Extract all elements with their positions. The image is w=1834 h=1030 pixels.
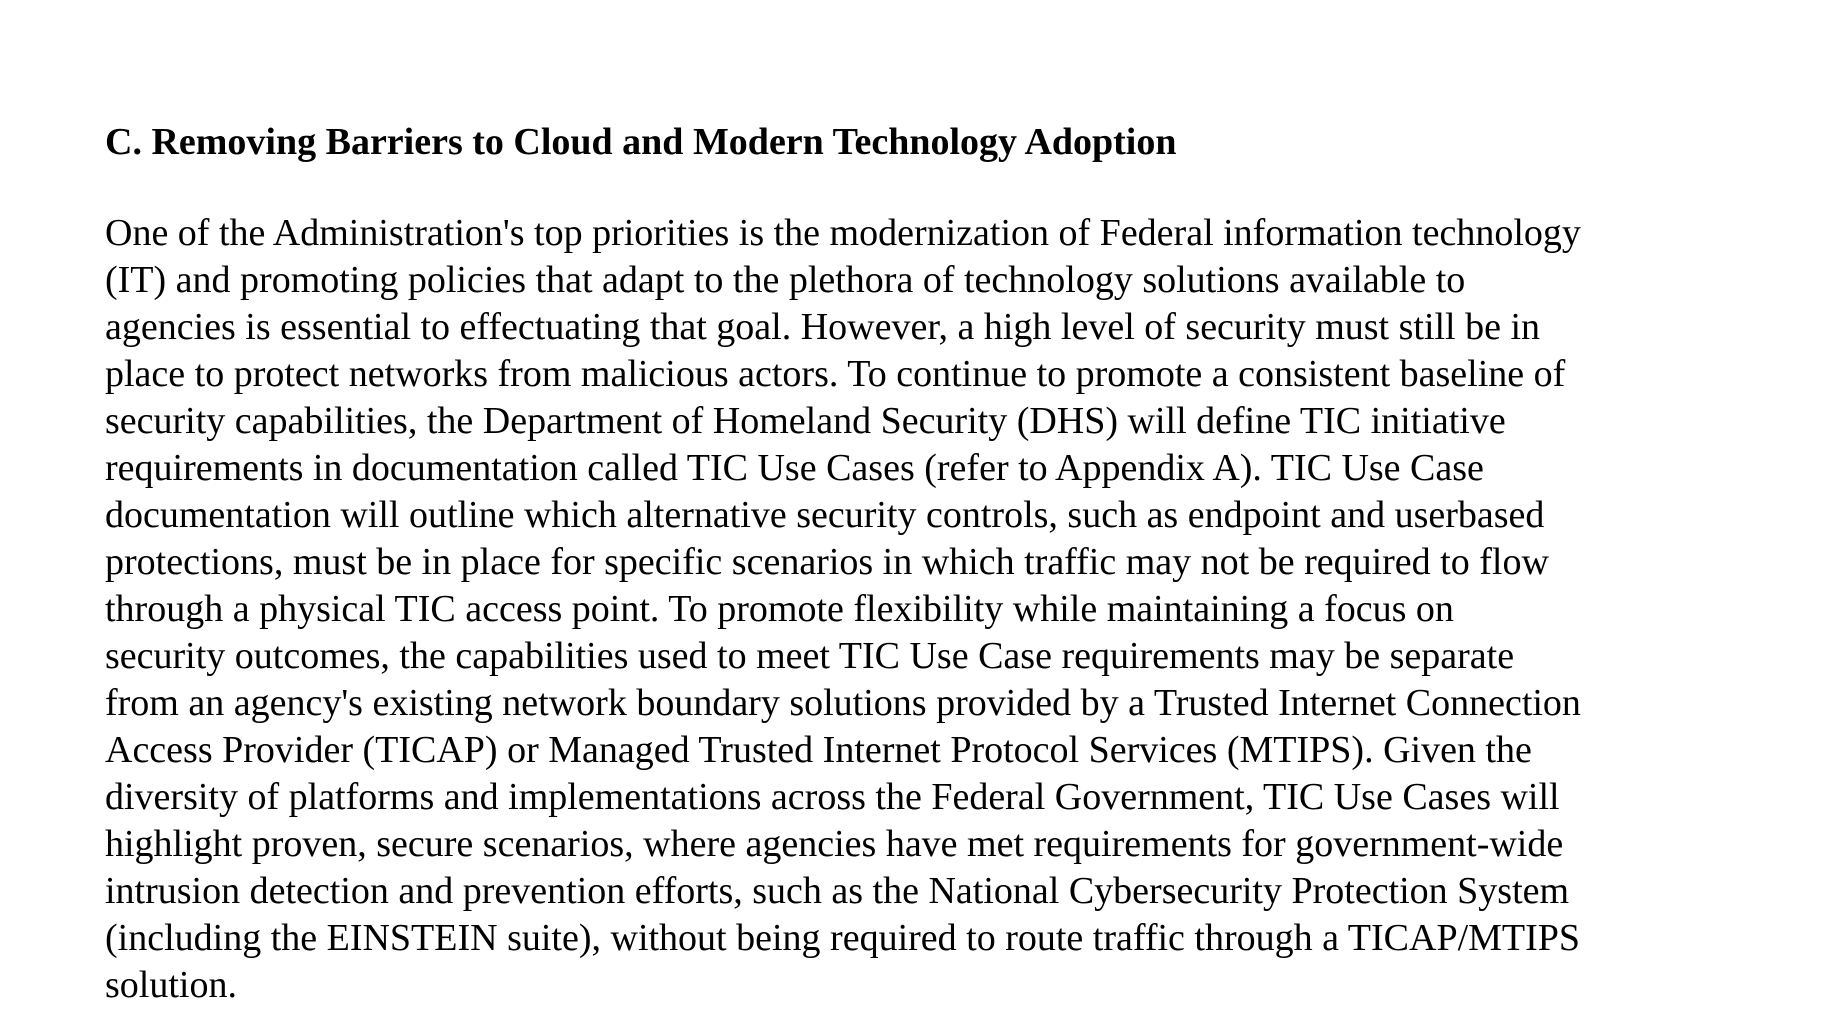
paragraph-line: from an agency's existing network boundary solutions provided by a Trusted Internet Connection	[105, 682, 1581, 724]
paragraph-line: intrusion detection and prevention efforts, such as the National Cybersecurity Protection System	[105, 870, 1570, 912]
paragraph-line: requirements in documentation called TIC Use Cases (refer to Appendix A). TIC Use Case	[105, 447, 1484, 489]
paragraph-line: solution.	[105, 964, 237, 1006]
paragraph-line: diversity of platforms and implementations across the Federal Government, TIC Use Cases will	[105, 776, 1560, 818]
paragraph-line: documentation will outline which alternative security controls, such as endpoint and userbased	[105, 494, 1545, 536]
paragraph-line: protections, must be in place for specific scenarios in which traffic may not be required to flow	[105, 541, 1549, 583]
paragraph-line: One of the Administration's top priorities is the modernization of Federal information technology	[105, 212, 1581, 254]
paragraph-line: (IT) and promoting policies that adapt to the plethora of technology solutions available to	[105, 259, 1466, 301]
section-heading: C. Removing Barriers to Cloud and Modern Technology Adoption	[105, 121, 1177, 163]
body-paragraph	[105, 210, 1581, 1009]
paragraph-line: security capabilities, the Department of Homeland Security (DHS) will define TIC initiative	[105, 400, 1506, 442]
paragraph-line: place to protect networks from malicious actors. To continue to promote a consistent baseline of	[105, 353, 1566, 395]
paragraph-line: security outcomes, the capabilities used to meet TIC Use Case requirements may be separate	[105, 635, 1515, 677]
paragraph-line: (including the EINSTEIN suite), without being required to route traffic through a TICAP/MTIPS	[105, 917, 1581, 959]
paragraph-line: through a physical TIC access point. To promote flexibility while maintaining a focus on	[105, 588, 1454, 630]
paragraph-line: agencies is essential to effectuating that goal. However, a high level of security must still be in	[105, 306, 1541, 348]
paragraph-line: Access Provider (TICAP) or Managed Trusted Internet Protocol Services (MTIPS). Given the	[105, 729, 1532, 771]
paragraph-line: highlight proven, secure scenarios, where agencies have met requirements for government-wide	[105, 823, 1564, 865]
